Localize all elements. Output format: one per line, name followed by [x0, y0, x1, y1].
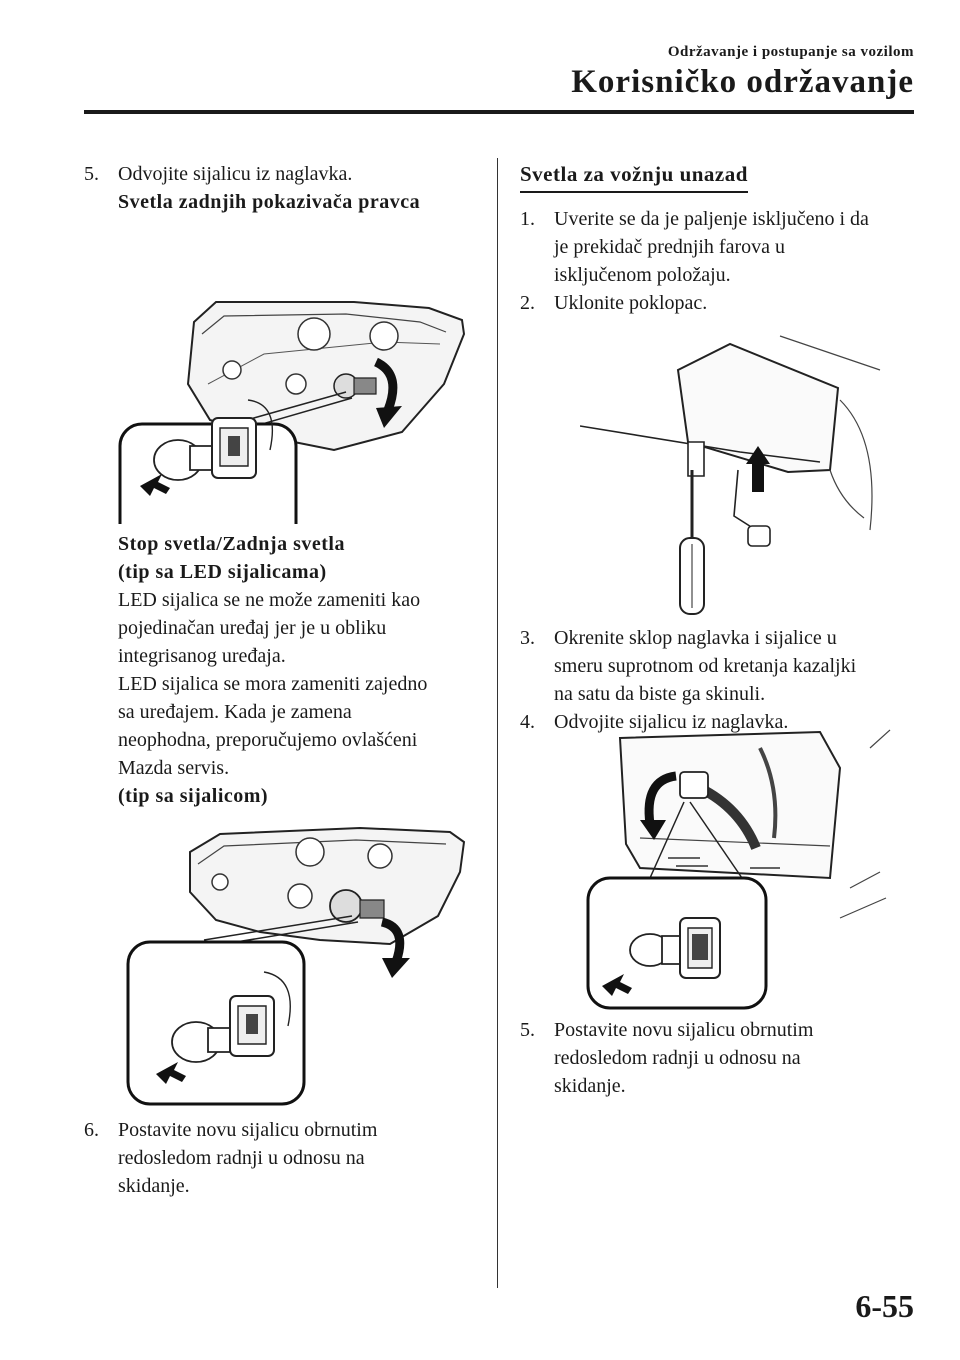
step-text-line: Okrenite sklop naglavka i sijalice u [554, 627, 837, 649]
right-step-5 [520, 1016, 920, 1100]
right-step-1 [520, 205, 920, 289]
step-text: Odvojite sijalicu iz naglavka. [554, 711, 789, 733]
backup-lights-heading: Svetla za vožnju unazad [520, 160, 748, 193]
step-text-line: na satu da biste ga skinuli. [554, 683, 766, 705]
column-divider [497, 158, 498, 1288]
led-note-line: pojedinačan uređaj jer je u obliku [118, 617, 387, 639]
led-note-line: LED sijalica se ne može zameniti kao [118, 589, 421, 611]
step-number: 4. [520, 711, 535, 733]
backup-bulb-socket-illustration [580, 728, 900, 1018]
led-note-line: LED sijalica se mora zameniti zajedno [118, 673, 428, 695]
header-rule [84, 110, 914, 114]
header-chapter-title: Korisničko održavanje [571, 64, 914, 100]
step-text-line: isključenom položaju. [554, 264, 731, 286]
step-number: 5. [520, 1019, 535, 1041]
step-text-line: redosledom radnji u odnosu na [118, 1147, 365, 1169]
step-text: Uklonite poklopac. [554, 292, 708, 314]
turn-signal-inset-detail [120, 360, 296, 530]
step-text: Odvojite sijalicu iz naglavka. [118, 163, 353, 185]
led-note-line: neophodna, preporučujemo ovlašćeni [118, 729, 418, 751]
step-text-line: skidanje. [118, 1175, 190, 1197]
led-note [84, 586, 484, 782]
step-number: 3. [520, 627, 535, 649]
step-number: 2. [520, 292, 535, 314]
right-steps-3-4 [520, 624, 920, 736]
left-column-lower [84, 530, 484, 810]
cover-removal-illustration [580, 330, 900, 620]
step-text-line: Postavite novu sijalicu obrnutim [118, 1119, 378, 1141]
right-step-3 [520, 624, 920, 708]
led-note-line: sa uređajem. Kada je zamena [118, 701, 352, 723]
step-text-line: smeru suprotnom od kretanja kazaljki [554, 655, 857, 677]
turn-signal-heading: Svetla zadnjih pokazivača pravca [118, 191, 421, 213]
step-text-line: skidanje. [554, 1075, 626, 1097]
stop-lights-heading-1: Stop svetla/Zadnja svetla [118, 533, 345, 555]
step-number: 6. [84, 1119, 99, 1141]
left-step-5 [84, 160, 484, 188]
step-text-line: Uverite se da je paljenje isključeno i da [554, 208, 869, 230]
header-section-label: Održavanje i postupanje sa vozilom [667, 44, 914, 60]
bulb-type-heading: (tip sa sijalicom) [118, 785, 269, 807]
led-note-line: Mazda servis. [118, 757, 230, 779]
stop-light-bulb-illustration [120, 812, 490, 1112]
stop-lights-heading-2: (tip sa LED sijalicama) [118, 561, 327, 583]
step-number: 5. [84, 163, 99, 185]
step-text-line: redosledom radnji u odnosu na [554, 1047, 801, 1069]
step-text-line: Postavite novu sijalicu obrnutim [554, 1019, 814, 1041]
page-number: 6-55 [855, 1288, 914, 1324]
step-number: 1. [520, 208, 535, 230]
led-note-line: integrisanog uređaja. [118, 645, 286, 667]
right-step-2 [520, 289, 920, 317]
step-text-line: je prekidač prednjih farova u [554, 236, 786, 258]
left-step-6 [84, 1116, 484, 1200]
right-column [520, 160, 920, 317]
